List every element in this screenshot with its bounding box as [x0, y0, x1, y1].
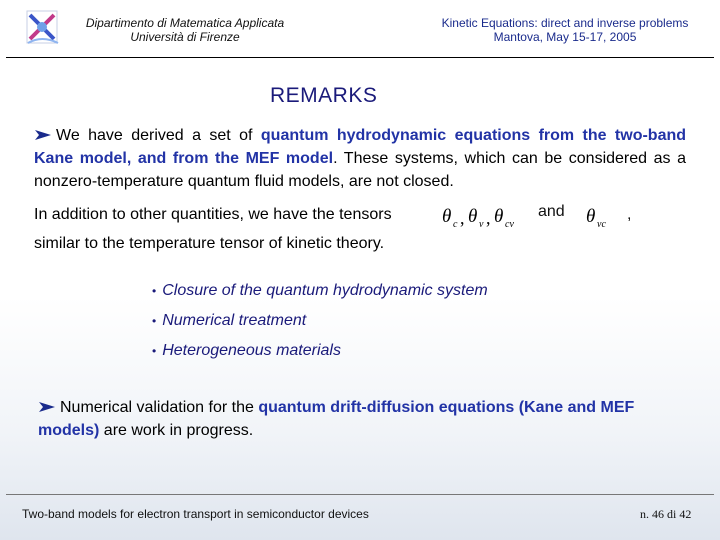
header-conference-title: Kinetic Equations: direct and inverse problems: [441, 16, 689, 30]
bullet-text: Heterogeneous materials: [162, 342, 341, 359]
paragraph-tensors-line1: In addition to other quantities, we have the tensors: [34, 206, 392, 223]
svg-text:c: c: [453, 219, 458, 230]
paragraph-derivation: [34, 124, 686, 193]
paragraph-tensors-line2: similar to the temperature tensor of kinetic theory.: [34, 235, 385, 252]
paragraph1-pre: We have derived a set of: [56, 127, 261, 144]
bullet-text: Closure of the quantum hydrodynamic system: [162, 282, 488, 299]
footer-page-number: n. 46 di 42: [640, 507, 692, 521]
header-conference-place-date: Mantova, May 15-17, 2005: [493, 30, 637, 44]
svg-text:v: v: [479, 219, 484, 230]
list-item: [152, 281, 488, 311]
list-item: [152, 341, 488, 371]
paragraph3-post: are work in progress.: [99, 422, 254, 439]
bullet-dot-icon: •: [152, 314, 157, 328]
svg-text:θ: θ: [494, 206, 504, 227]
svg-text:θ: θ: [442, 206, 452, 227]
bullet-dot-icon: •: [152, 344, 157, 358]
arrow-bullet-icon: [34, 129, 52, 141]
paragraph3-highlight: quantum drift-diffusion equations (Kane and MEF models): [38, 399, 635, 439]
header-department: Dipartimento di Matematica Applicata: [85, 16, 285, 30]
svg-text:,: ,: [460, 208, 465, 228]
svg-text:θ: θ: [468, 206, 478, 227]
svg-text:cv: cv: [505, 219, 514, 230]
header-divider: [6, 57, 714, 58]
paragraph-validation: [38, 396, 688, 442]
footer-talk-title: Two-band models for electron transport in semiconductor devices: [22, 507, 369, 521]
svg-text:vc: vc: [597, 219, 606, 230]
university-logo: [24, 7, 62, 47]
header-institution: [60, 16, 310, 44]
and-word: and: [538, 203, 565, 220]
tensor-formula: [440, 204, 530, 232]
header-conference: [430, 16, 700, 44]
bullet-text: Numerical treatment: [162, 312, 307, 329]
paragraph3-pre: Numerical validation for the: [60, 399, 259, 416]
bullet-dot-icon: •: [152, 284, 157, 298]
trailing-comma: ,: [627, 206, 632, 223]
footer-divider: [6, 494, 714, 495]
arrow-bullet-icon: [38, 401, 56, 413]
header-university: Università di Firenze: [130, 30, 240, 44]
bullet-list: [152, 281, 488, 371]
svg-text:θ: θ: [586, 206, 596, 227]
svg-text:,: ,: [486, 208, 491, 228]
list-item: [152, 311, 488, 341]
paragraph1-post: . These systems, which can be considered as a nonzero-temperature quantum fluid models, are not closed.: [34, 150, 687, 190]
tensor-vc-formula: [582, 204, 624, 232]
slide-title: REMARKS: [270, 84, 378, 107]
paragraph1-highlight: quantum hydrodynamic equations from the two-band Kane model, and from the MEF model: [34, 127, 687, 167]
